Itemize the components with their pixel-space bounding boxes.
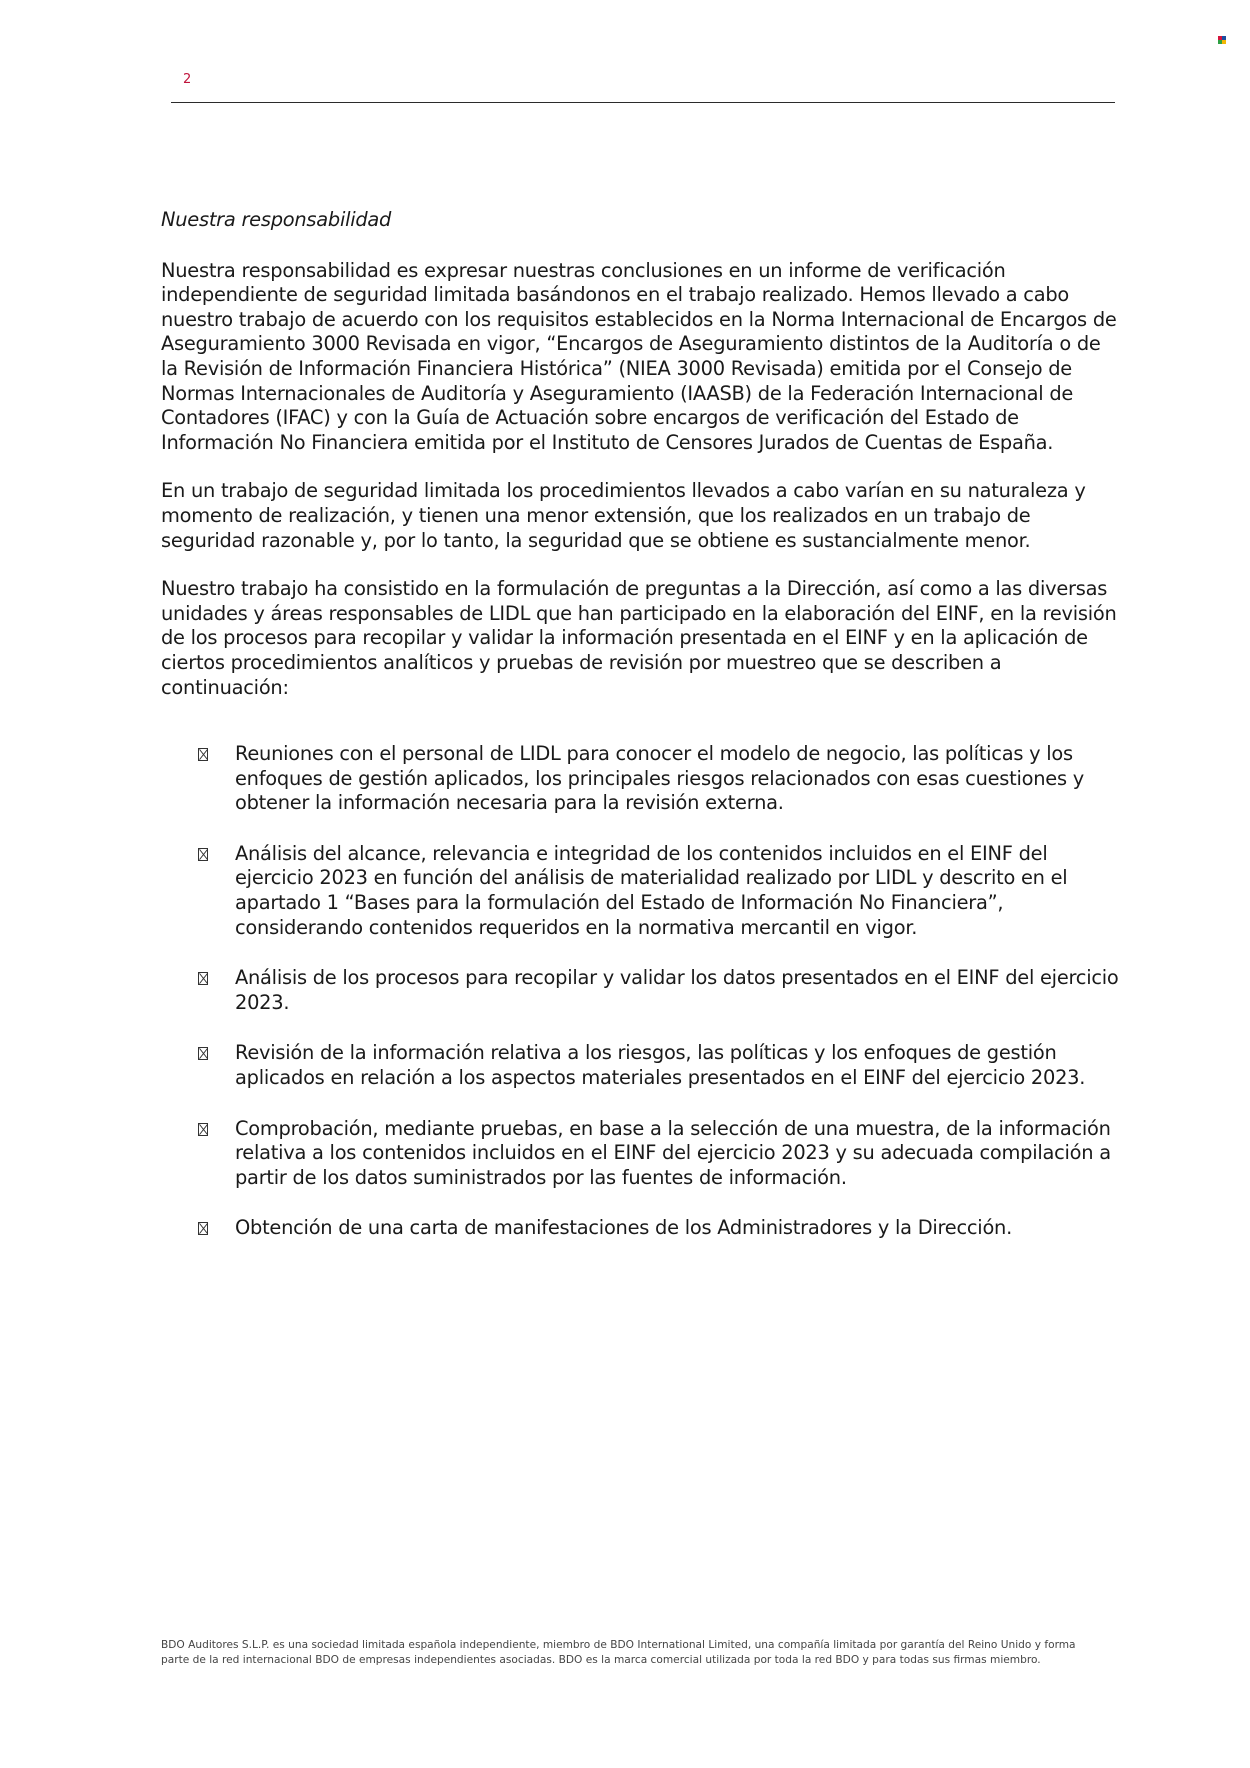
list-item [161,1216,1121,1241]
list-item [161,742,1121,816]
missing-glyph-bullet-icon [198,1123,208,1136]
list-item-text: Obtención de una carta de manifestaciones de los Administradores y la Dirección. [235,1216,1013,1240]
missing-glyph-bullet-icon [198,1222,208,1235]
paragraph-limited-assurance: En un trabajo de seguridad limitada los procedimientos llevados a cabo varían en su naturaleza y momento de realización, y tienen una menor extensión, que los realizados en un trabajo de seguridad razonable y, por lo tanto, la seguridad que se obtiene es sustancialmente menor. [161,479,1086,552]
footer-legal-text: BDO Auditores S.L.P. es una sociedad limitada española independiente, miembro de BDO International Limited, una compañía limitada por garantía del Reino Unido y forma parte de la red internacional BDO de empresas independientes asociadas. BDO es la marca comercial utilizada por toda la red BDO y para todas sus firmas miembro. [161,1639,1076,1666]
paragraph-work-performed: Nuestro trabajo ha consistido en la formulación de preguntas a la Dirección, así como a las diversas unidades y áreas responsables de LIDL que han participado en la elaboración del EINF, en la revisión de los procesos para recopilar y validar la información presentada en el EINF y en la aplicación de ciertos procedimientos analíticos y pruebas de revisión por muestreo que se describen a continuación: [161,577,1117,699]
main-content [161,208,1121,1267]
missing-glyph-bullet-icon [198,972,208,985]
list-item [161,842,1121,940]
paragraph-responsibility: Nuestra responsabilidad es expresar nuestras conclusiones en un informe de verificación independiente de seguridad limitada basándonos en el trabajo realizado. Hemos llevado a cabo nuestro trabajo de acuerdo con los requisitos establecidos en la Norma Internacional de Encargos de Aseguramiento 3000 Revisada en vigor, “Encargos de Aseguramiento distintos de la Auditoría o de la Revisión de Información Financiera Histórica” (NIEA 3000 Revisada) emitida por el Consejo de Normas Internacionales de Auditoría y Aseguramiento (IAASB) de la Federación Internacional de Contadores (IFAC) y con la Guía de Actuación sobre encargos de verificación del Estado de Información No Financiera emitida por el Instituto de Censores Jurados de Cuentas de España. [161,258,1117,454]
list-item-text: Análisis del alcance, relevancia e integridad de los contenidos incluidos en el EINF del ejercicio 2023 en función del análisis de materialidad realizado por LIDL y descrito en el apartado 1 “Bases para la formulación del Estado de Información No Financiera”, considerando contenidos requeridos en la normativa mercantil en vigor. [235,841,1068,939]
list-item [161,1117,1121,1191]
corner-color-mark [1218,36,1226,44]
procedures-list [161,742,1121,1241]
list-item-text: Revisión de la información relativa a los riesgos, las políticas y los enfoques de gestión aplicados en relación a los aspectos materiales presentados en el EINF del ejercicio 2023. [235,1041,1086,1090]
section-title: Nuestra responsabilidad [161,208,392,231]
list-item [161,1041,1121,1090]
page-number: 2 [183,72,192,87]
header-divider [171,102,1115,103]
list-item-text: Comprobación, mediante pruebas, en base a la selección de una muestra, de la información relativa a los contenidos incluidos en el EINF del ejercicio 2023 y su adecuada compilación a partir de los datos suministrados por las fuentes de información. [235,1116,1111,1189]
missing-glyph-bullet-icon [198,848,208,861]
missing-glyph-bullet-icon [198,1047,208,1060]
missing-glyph-bullet-icon [198,748,208,761]
list-item [161,966,1121,1015]
list-item-text: Reuniones con el personal de LIDL para conocer el modelo de negocio, las políticas y los enfoques de gestión aplicados, los principales riesgos relacionados con esas cuestiones y obtener la información necesaria para la revisión externa. [235,742,1084,815]
list-item-text: Análisis de los procesos para recopilar y validar los datos presentados en el EINF del ejercicio 2023. [235,966,1119,1014]
corner-mark-yellow [1222,40,1226,44]
